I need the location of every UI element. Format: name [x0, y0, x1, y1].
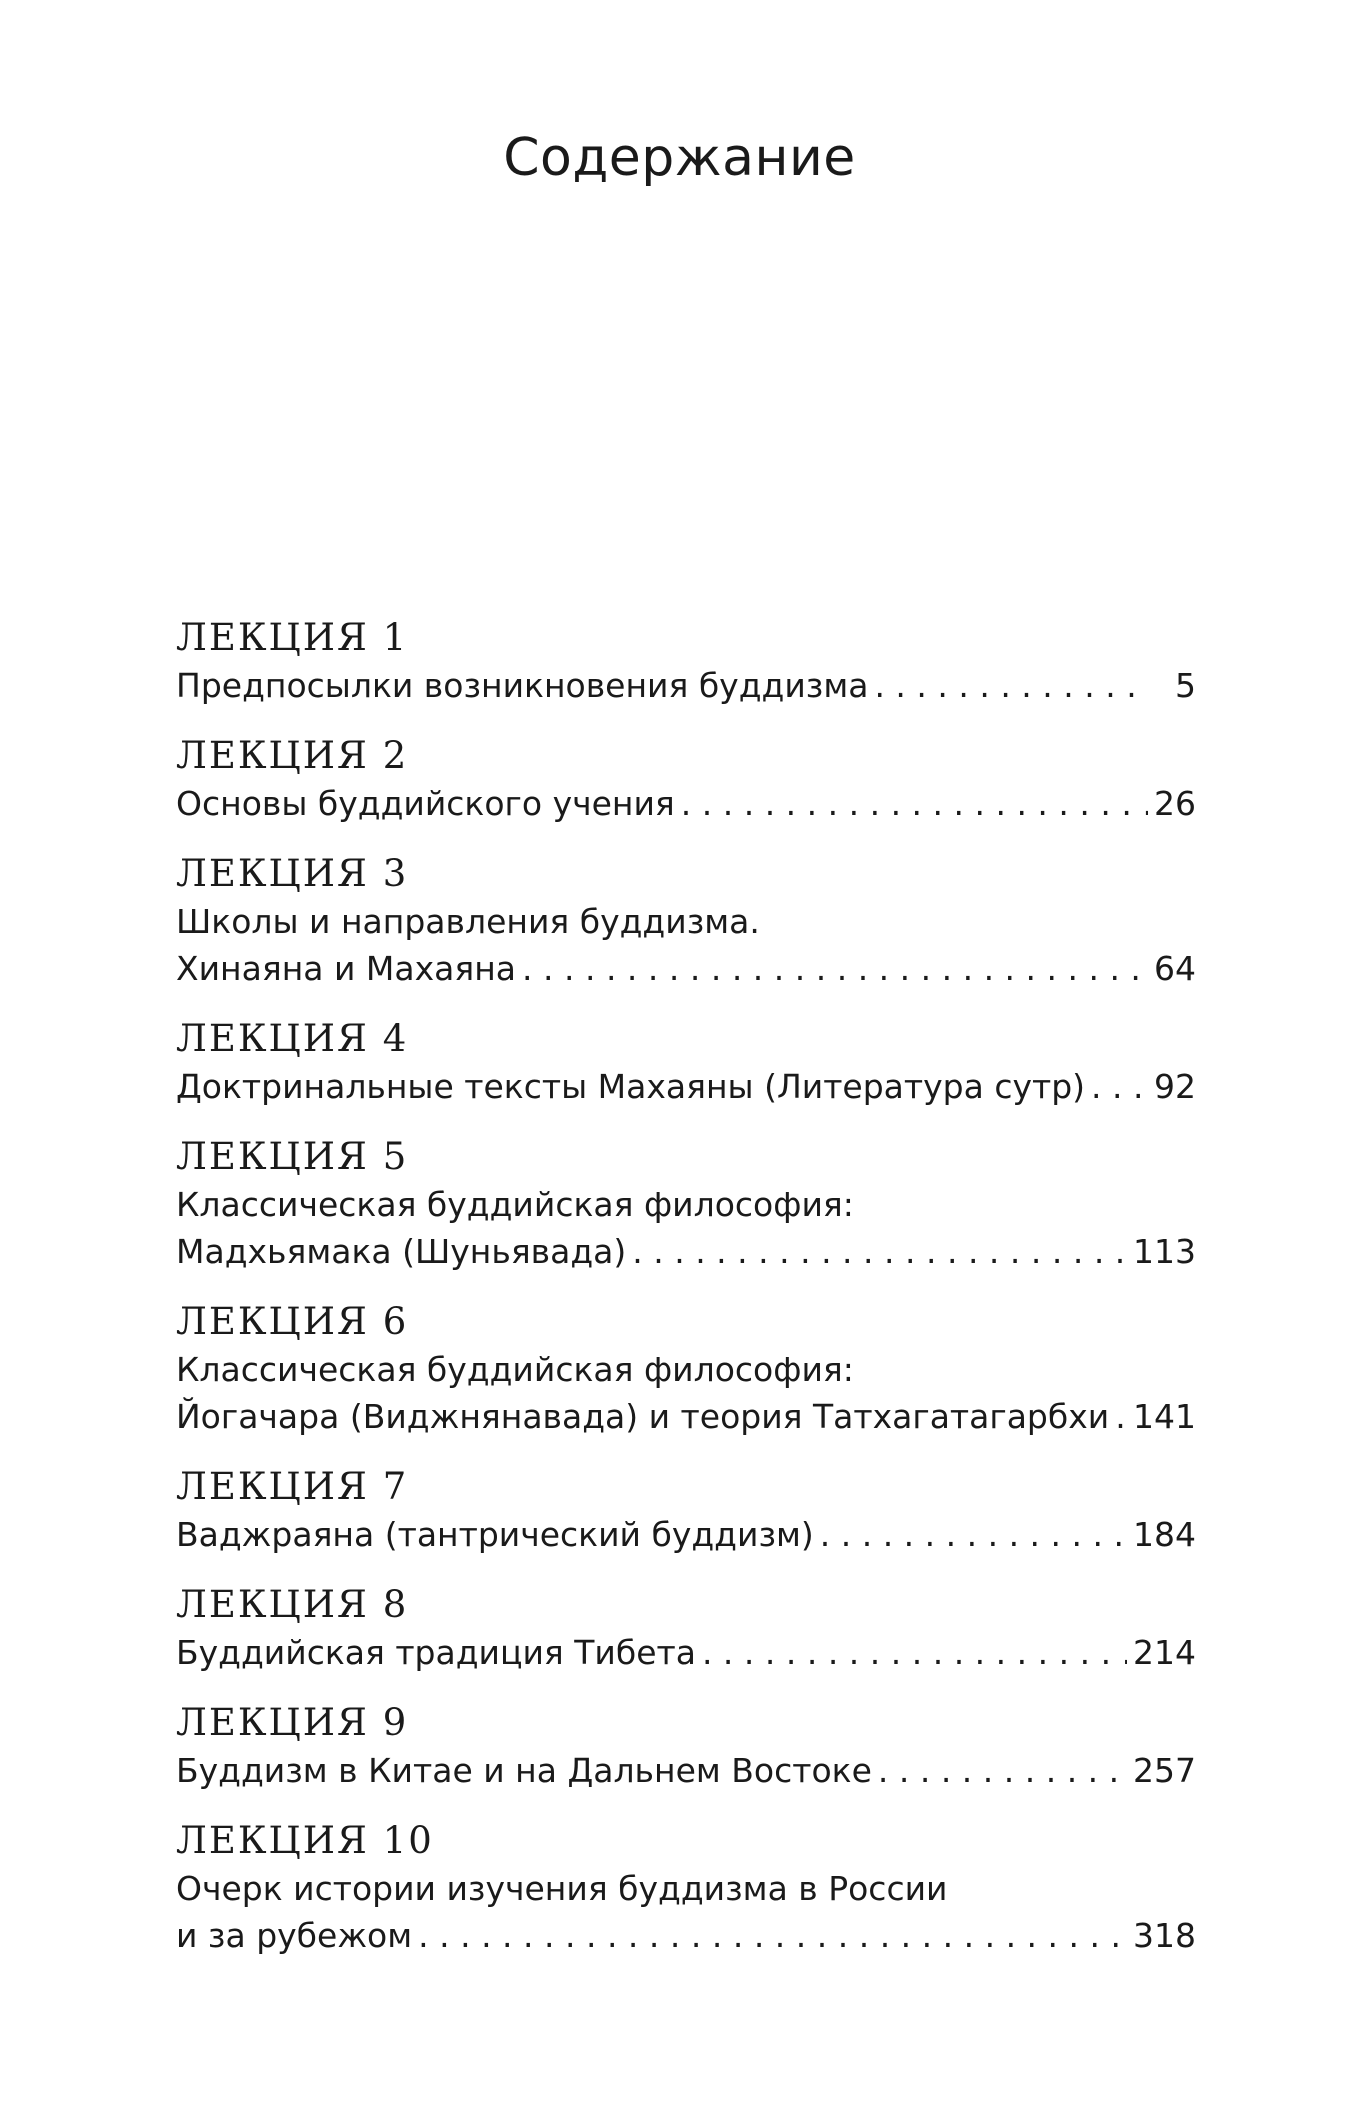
lecture-title-text: Предпосылки возникновения буддизма: [176, 666, 869, 705]
dot-leader: [1091, 1063, 1148, 1110]
dot-leader: [878, 1747, 1127, 1794]
lecture-title-line: [176, 945, 1196, 992]
lecture-title-line: [176, 1912, 1196, 1959]
dot-leader: [681, 780, 1148, 827]
table-of-contents: [176, 614, 1196, 1982]
lecture-title-text: Классическая буддийская философия:: [176, 1350, 854, 1389]
page-number: 113: [1133, 1232, 1196, 1271]
page-number: 318: [1133, 1916, 1196, 1955]
lecture-title-text: Очерк истории изучения буддизма в России: [176, 1869, 948, 1908]
page-title: Содержание: [503, 128, 856, 188]
lecture-label: ЛЕКЦИЯ 3: [176, 852, 409, 895]
dot-leader: [522, 945, 1148, 992]
lecture-title-text: Основы буддийского учения: [176, 784, 675, 823]
toc-entry: [176, 732, 1196, 827]
lecture-label: ЛЕКЦИЯ 2: [176, 734, 409, 777]
dot-leader: [820, 1511, 1127, 1558]
lecture-title-text: Хинаяна и Махаяна: [176, 949, 517, 988]
lecture-title-text: Буддийская традиция Тибета: [176, 1633, 696, 1672]
lecture-title-text: и за рубежом: [176, 1916, 413, 1955]
lecture-title-line: [176, 1228, 1196, 1275]
lecture-title-text: Буддизм в Китае и на Дальнем Востоке: [176, 1751, 872, 1790]
lecture-label: ЛЕКЦИЯ 6: [176, 1300, 409, 1343]
lecture-title-line: [176, 898, 1196, 945]
lecture-title-text: Ваджраяна (тантрический буддизм): [176, 1515, 814, 1554]
lecture-label: ЛЕКЦИЯ 1: [176, 616, 409, 659]
lecture-title-line: [176, 1181, 1196, 1228]
page-number: 92: [1154, 1067, 1196, 1106]
lecture-label: ЛЕКЦИЯ 7: [176, 1465, 409, 1508]
lecture-title-line: [176, 1511, 1196, 1558]
lecture-title-line: [176, 1346, 1196, 1393]
lecture-title-line: [176, 1063, 1196, 1110]
page-number: 26: [1154, 784, 1196, 823]
lecture-title-line: [176, 1747, 1196, 1794]
toc-entry: [176, 1015, 1196, 1110]
page-number: 257: [1133, 1751, 1196, 1790]
lecture-title-text: Мадхьямака (Шуньявада): [176, 1232, 627, 1271]
toc-entry: [176, 614, 1196, 709]
toc-entry: [176, 1133, 1196, 1275]
toc-entry: [176, 1298, 1196, 1440]
page-number: 64: [1154, 949, 1196, 988]
lecture-title-text: Йогачара (Виджнянавада) и теория Татхагатагарбхи: [176, 1397, 1110, 1436]
dot-leader: [702, 1629, 1127, 1676]
dot-leader: [874, 662, 1150, 709]
toc-entry: [176, 1817, 1196, 1959]
page-number: 5: [1175, 666, 1196, 705]
toc-entry: [176, 850, 1196, 992]
dot-leader: [632, 1228, 1127, 1275]
page-number: 184: [1133, 1515, 1196, 1554]
lecture-label: ЛЕКЦИЯ 5: [176, 1135, 409, 1178]
lecture-title-line: [176, 662, 1196, 709]
toc-entry: [176, 1581, 1196, 1676]
page-number: 214: [1133, 1633, 1196, 1672]
lecture-title-text: Школы и направления буддизма.: [176, 902, 760, 941]
page-number: 141: [1133, 1397, 1196, 1436]
lecture-title-line: [176, 780, 1196, 827]
toc-entry: [176, 1463, 1196, 1558]
lecture-label: ЛЕКЦИЯ 10: [176, 1819, 434, 1862]
dot-leader: [418, 1912, 1127, 1959]
lecture-title-text: Доктринальные тексты Махаяны (Литература сутр): [176, 1067, 1086, 1106]
lecture-title-line: [176, 1629, 1196, 1676]
lecture-label: ЛЕКЦИЯ 4: [176, 1017, 409, 1060]
lecture-title-line: [176, 1393, 1196, 1440]
lecture-label: ЛЕКЦИЯ 9: [176, 1701, 409, 1744]
lecture-title-text: Классическая буддийская философия:: [176, 1185, 854, 1224]
lecture-title-line: [176, 1865, 1196, 1912]
lecture-label: ЛЕКЦИЯ 8: [176, 1583, 409, 1626]
toc-entry: [176, 1699, 1196, 1794]
dot-leader: [1115, 1393, 1127, 1440]
